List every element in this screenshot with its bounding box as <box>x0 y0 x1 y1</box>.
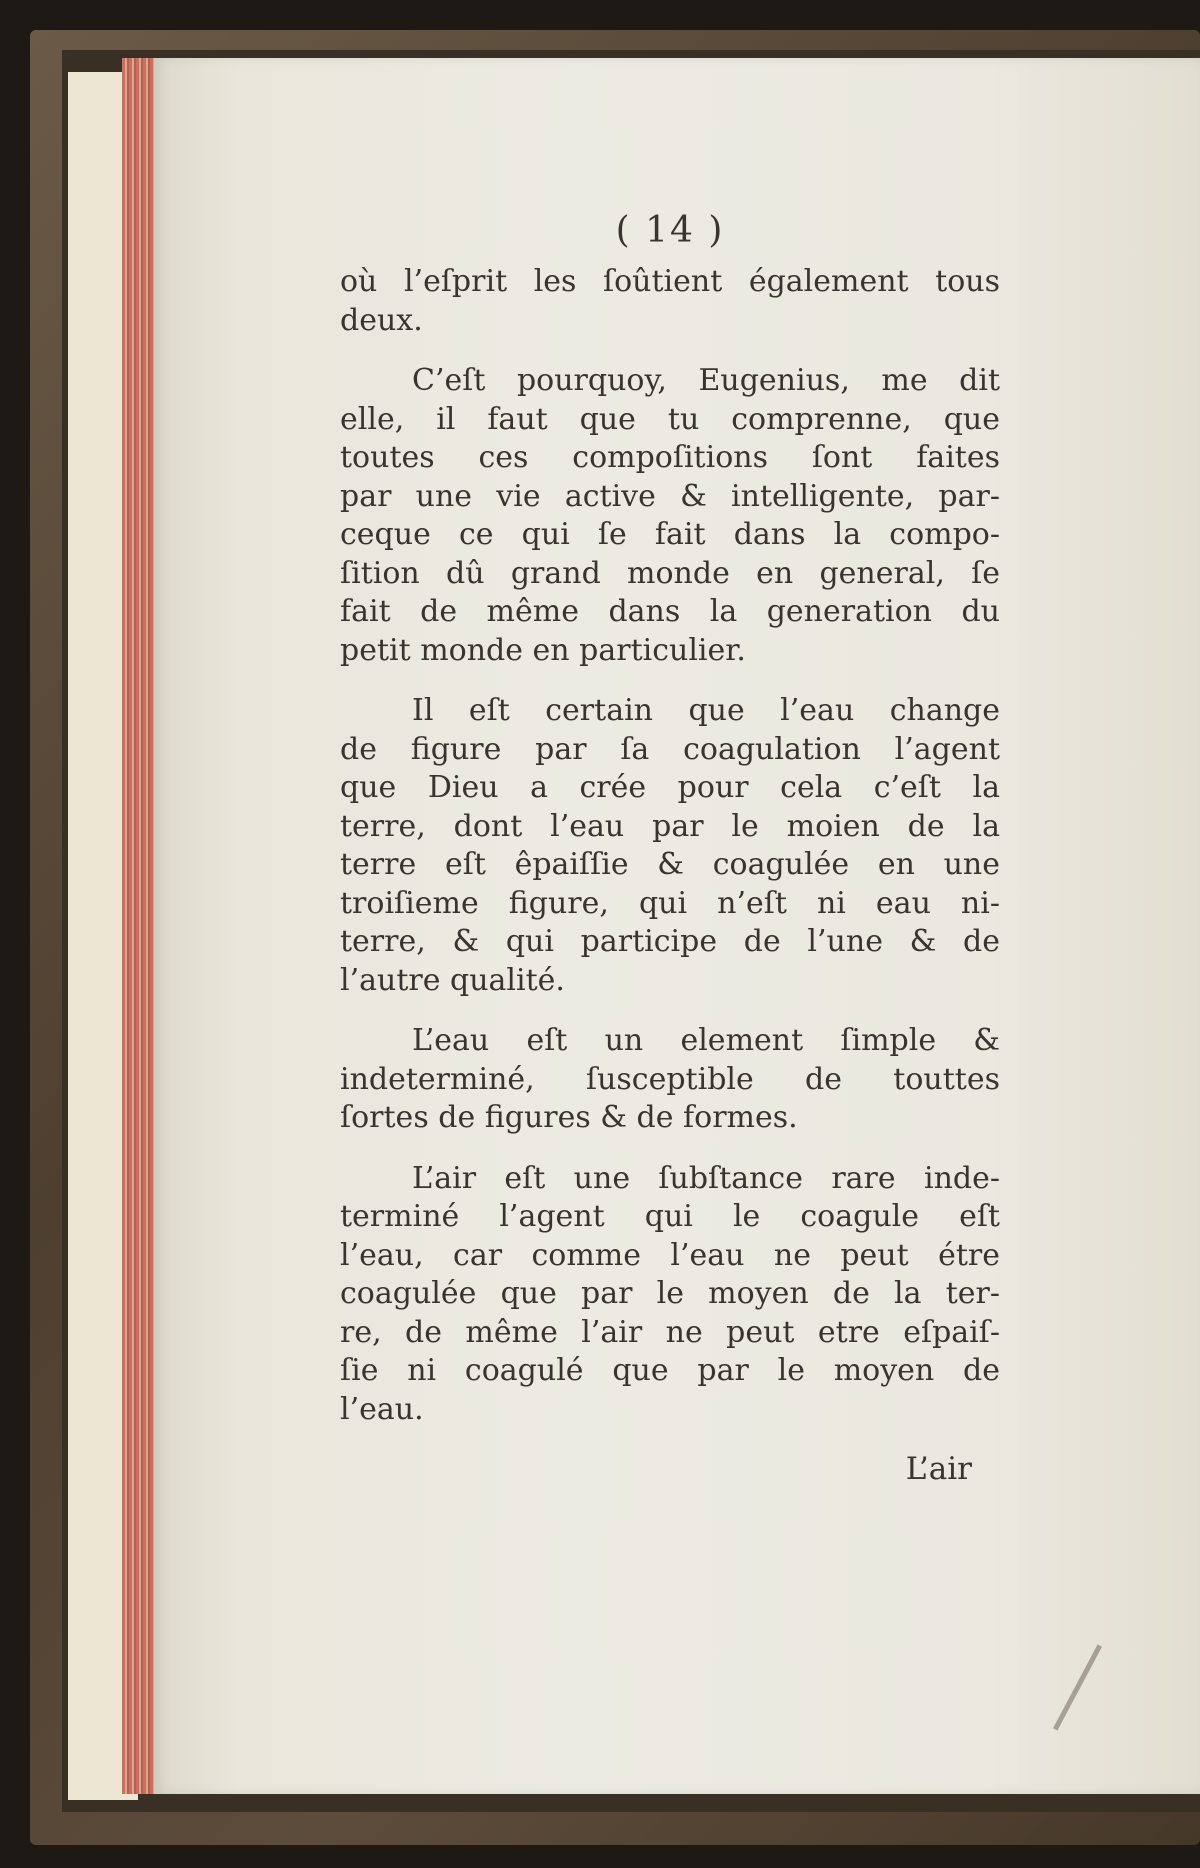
text-line: re, de même l’air ne peut etre eſpaiſ- <box>340 1314 1000 1350</box>
text-line: ſition dû grand monde en general, ſe <box>340 555 1000 591</box>
text-line: deux. <box>340 302 423 338</box>
text-line: l’autre qualité. <box>340 962 565 998</box>
text-line: elle, il faut que tu comprenne, que <box>340 401 1000 437</box>
text-line: l’eau. <box>340 1391 424 1427</box>
paragraph-4 <box>340 1022 1000 1138</box>
text-line: terre eſt êpaiſſie & coagulée en une <box>340 847 1000 882</box>
text-line: L’air eſt une ſubſtance rare inde- <box>412 1160 1000 1196</box>
text-line: ſortes de figures & de formes. <box>340 1100 798 1135</box>
text-line: petit monde en particulier. <box>340 632 746 668</box>
text-line: que Dieu a crée pour cela c’eſt la <box>340 770 1000 805</box>
paragraph-3 <box>340 692 1000 1000</box>
text-line: C’eſt pourquoy, Eugenius, me dit <box>412 363 1000 398</box>
page-number: ( 14 ) <box>615 210 725 251</box>
paragraph-1 <box>340 263 1000 340</box>
text-line: fait de même dans la generation du <box>340 594 1000 629</box>
text-line: ſie ni coagulé que par le moyen de <box>340 1353 1000 1388</box>
page-text <box>340 210 1000 1487</box>
paragraph-2 <box>340 362 1000 670</box>
text-line: de figure par ſa coagulation l’agent <box>340 731 1000 767</box>
red-page-edges <box>122 58 156 1794</box>
paragraph-5 <box>340 1160 1000 1430</box>
text-line: terre, & qui participe de l’une & de <box>340 924 1000 959</box>
text-line: par une vie active & intelligente, par- <box>340 478 1000 514</box>
text-line: terre, dont l’eau par le moien de la <box>340 808 1000 844</box>
text-line: toutes ces compoſitions ſont faites <box>340 440 1000 475</box>
text-line: coagulée que par le moyen de la ter- <box>340 1276 1000 1311</box>
text-line: ceque ce qui ſe fait dans la compo- <box>340 517 1000 552</box>
text-line: Il eſt certain que l’eau change <box>412 693 1000 728</box>
text-line: l’eau, car comme l’eau ne peut étre <box>340 1237 1000 1273</box>
text-line: terminé l’agent qui le coagule eſt <box>340 1199 1000 1234</box>
text-line: troiſieme figure, qui n’eſt ni eau ni- <box>340 885 1000 921</box>
catchword: L’air <box>905 1451 972 1487</box>
text-line: L’eau eſt un element ſimple & <box>412 1023 1000 1058</box>
text-line: indeterminé, ſusceptible de touttes <box>340 1061 1000 1097</box>
text-line: où l’eſprit les ſoûtient également tous <box>340 264 1000 299</box>
